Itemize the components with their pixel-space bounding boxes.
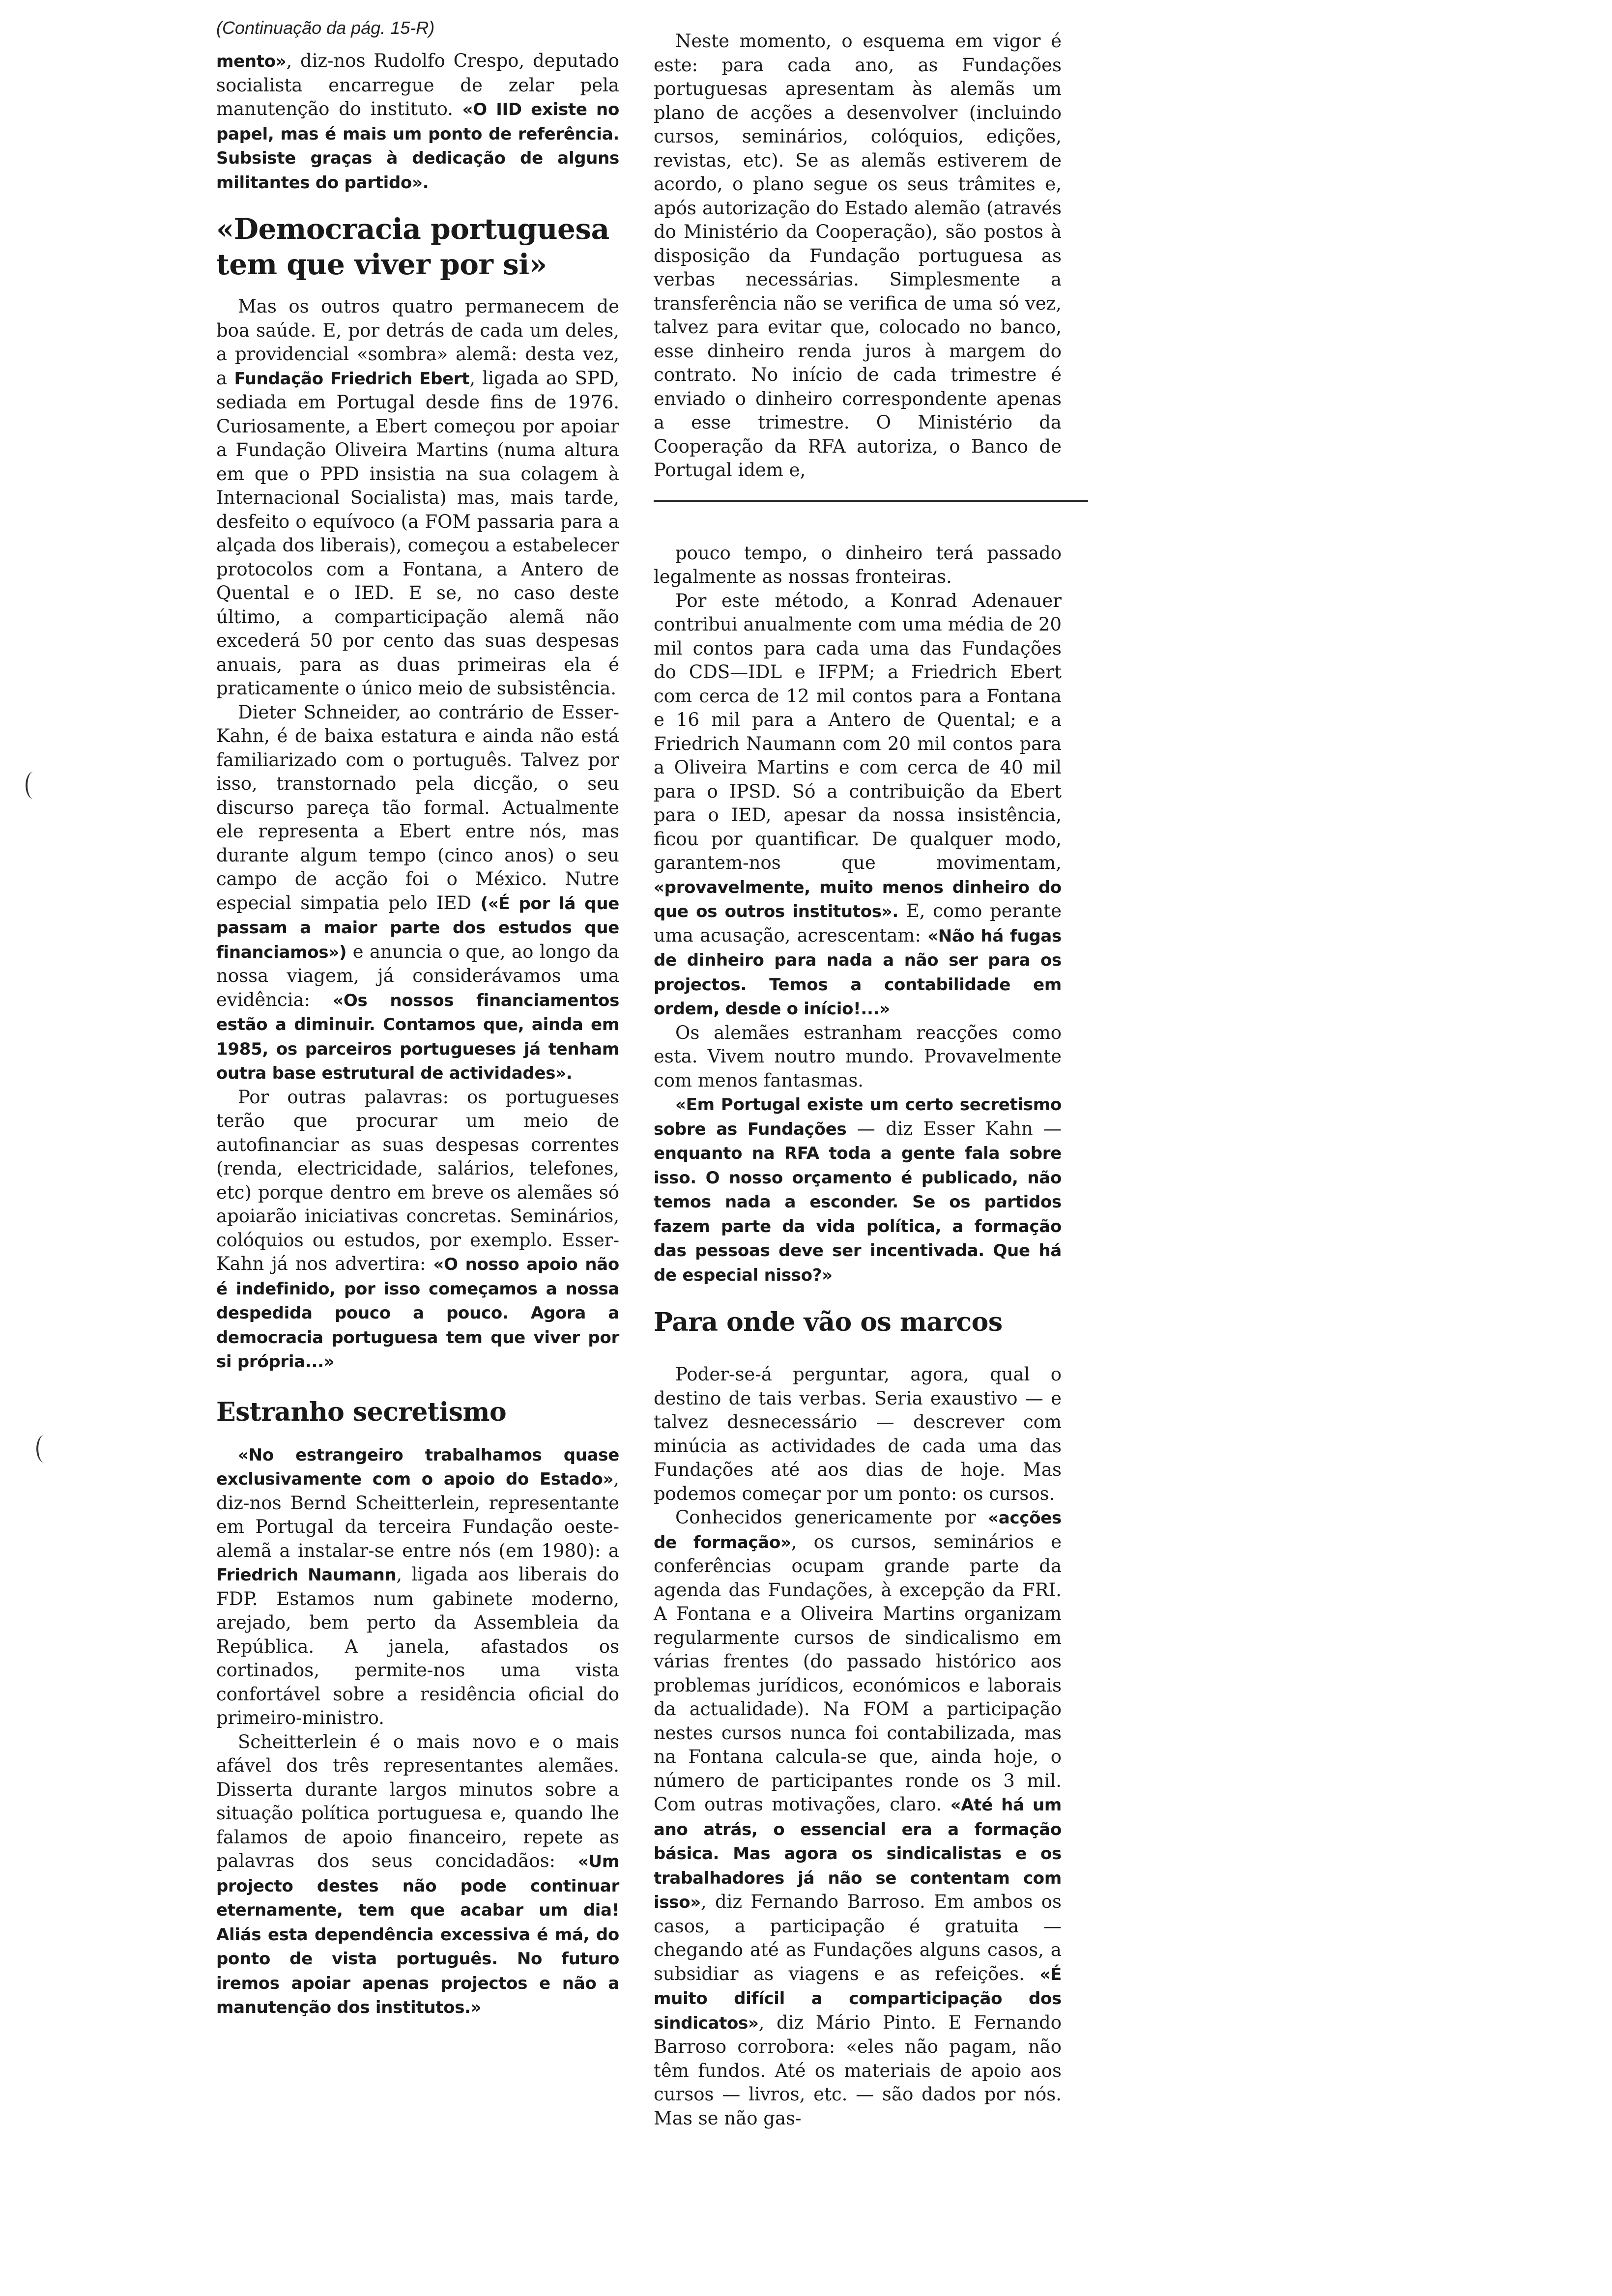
column-break — [654, 483, 1062, 542]
continuation-note: (Continuação da pág. 15-R) — [216, 18, 435, 38]
section-heading-democracia: «Democracia portuguesa tem que viver por si» — [216, 212, 609, 281]
paragraph: Poder-se-á perguntar, agora, qual o destino de tais verbas. Seria exaustivo — e talvez desnecessário — descrever com minúcia as actividades de cada uma das Fundações até aos dias de hoje. Mas podemos começar por um ponto: os cursos. — [654, 1364, 1062, 1504]
paragraph: Scheitterlein é o mais novo e o mais afável dos três representantes alemães. Disserta durante largos minutos sobre a situação política portuguesa e, quando lhe falamos de apoio financeiro, repete as palavras dos seus concidadãos: «Um projecto destes não pode continuar eternamente, tem que acabar um dia! Aliás esta dependência excessiva é má, do ponto de vista português. No futuro iremos apoiar apenas projectos e não a manutenção dos institutos.» — [216, 1731, 619, 2017]
paragraph: Os alemães estranham reacções como esta. Vivem noutro mundo. Provavelmente com menos fantasmas. — [654, 1022, 1062, 1091]
paragraph: «Em Portugal existe um certo secretismo sobre as Fundações — diz Esser Kahn — enquanto na RFA toda a gente fala sobre isso. O nosso orçamento é publicado, não temos nada a esconder. Se os partidos fazem parte da vida política, a formação das pessoas deve ser incentivada. Que há de especial nisso?» — [654, 1095, 1062, 1285]
section-heading-marcos: Para onde vão os marcos — [654, 1307, 1003, 1337]
paragraph: pouco tempo, o dinheiro terá passado legalmente as nossas fronteiras. — [654, 542, 1062, 587]
paragraph: Conhecidos genericamente por «acções de formação», os cursos, seminários e conferências ocupam grande parte da agenda das Fundações, à excepção da FRI. A Fontana e a Oliveira Martins organizam regularmente cursos de sindicalismo em várias frentes (do passado histórico aos problemas jurídicos, económicos e laborais da actualidade). Na FOM a participação nestes cursos nunca foi contabilizada, mas na Fontana calcula-se que, ainda hoje, o número de participantes ronde os 3 mil. Com outras motivações, claro. «Até há um ano atrás, o essencial era a formação básica. Mas agora os sindicalistas e os trabalhadores já não se contentam com isso», diz Fernando Barroso. Em ambos os casos, a participação é gratuita — chegando até as Fundações alguns casos, a subsidiar as viagens e as refeições. «É muito difícil a comparticipação dos sindicatos», diz Mário Pinto. E Fernando Barroso corrobora: «eles não pagam, não têm fundos. Até os materiais de apoio aos cursos — livros, etc. — são dados por nós. Mas se não gas- — [654, 1507, 1062, 2129]
paragraph: Por este método, a Konrad Adenauer contribui anualmente com uma média de 20 mil contos para cada uma das Fundações do CDS—IDL e IFPM; a Friedrich Ebert com cerca de 12 mil contos para a Fontana e 16 mil para a Antero de Quental; e a Friedrich Naumann com 20 mil contos para a Oliveira Martins e com cerca de 40 mil para o IPSD. Só a contribuição da Ebert para o IED, apesar da nossa insistência, ficou por quantificar. De qualquer modo, garantem-nos que movimentam, «provavelmente, muito menos dinheiro do que os outros institutos». E, como perante uma acusação, acrescentam: «Não há fugas de dinheiro para nada a não ser para os projectos. Temos a contabilidade em ordem, desde o início!...» — [654, 590, 1062, 1019]
section-heading-secretismo: Estranho secretismo — [216, 1397, 507, 1427]
column-divider-rule — [654, 500, 1088, 502]
paragraph: «No estrangeiro trabalhamos quase exclusivamente com o apoio do Estado», diz-nos Bernd Scheitterlein, representante em Portugal da terceira Fundação oeste-alemã a instalar-se entre nós (em 1980): a Friedrich Naumann, ligada aos liberais do FDP. Estamos num gabinete moderno, arejado, bem perto da Assembleia da República. A janela, afastados os cortinados, permite-nos uma vista confortável sobre a residência oficial do primeiro-ministro. — [216, 1445, 619, 1728]
paragraph: Mas os outros quatro permanecem de boa saúde. E, por detrás de cada um deles, a providencial «sombra» alemã: desta vez, a Fundação Friedrich Ebert, ligada ao SPD, sediada em Portugal desde fins de 1976. Curiosamente, a Ebert começou por apoiar a Fundação Oliveira Martins (numa altura em que o PPD insistia na sua colagem à Internacional Socialista) mas, mais tarde, desfeito o equívoco (a FOM passaria para a alçada dos liberais), começou a estabelecer protocolos com a Fontana, a Antero de Quental e o IED. E se, no caso deste último, a comparticipação alemã não excederá 50 por cento das suas despesas anuais, para as duas primeiras ela é praticamente o único meio de subsistência. — [216, 296, 620, 699]
article-column-right — [654, 29, 1062, 2130]
article-column-left — [216, 49, 619, 2020]
paragraph: Por outras palavras: os portugueses terão que procurar um meio de autofinanciar as suas despesas correntes (renda, electricidade, salários, telefones, etc) porque dentro em breve os alemães só apoiarão iniciativas concretas. Seminários, colóquios ou estudos, por exemplo. Esser-Kahn já nos advertira: «O nosso apoio não é indefinido, por isso começamos a nossa despedida pouco a pouco. Agora a democracia portuguesa tem que viver por si própria...» — [216, 1086, 619, 1372]
paragraph: Neste momento, o esquema em vigor é este: para cada ano, as Fundações portuguesas apresentam às alemãs um plano de acções a desenvolver (incluindo cursos, seminários, colóquios, edições, revistas, etc). Se as alemãs estiverem de acordo, o plano segue os seus trâmites e, após autorização do Estado alemão (através do Ministério da Cooperação), são postos à disposição da Fundação portuguesa as verbas necessárias. Simplesmente a transferência não se verifica de uma só vez, talvez para evitar que, colocado no banco, esse dinheiro renda juros à margem do contrato. No início de cada trimestre é enviado o dinheiro correspondente apenas a esse trimestre. O Ministério da Cooperação da RFA autoriza, o Banco de Portugal idem e, — [654, 30, 1062, 481]
paragraph: Dieter Schneider, ao contrário de Esser-Kahn, é de baixa estatura e ainda não está familiarizado com o português. Talvez por isso, transtornado pela dicção, o seu discurso pareça tão formal. Actualmente ele representa a Ebert entre nós, mas durante algum tempo (cinco anos) o seu campo de acção foi o México. Nutre especial simpatia pelo IED («É por lá que passam a maior parte dos estudos que financiamos») e anuncia o que, ao longo da nossa viagem, já considerávamos uma evidência: «Os nossos financiamentos estão a diminuir. Contamos que, ainda em 1985, os parceiros portugueses já tenham outra base estrutural de actividades». — [216, 701, 619, 1083]
margin-mark — [36, 1435, 52, 1463]
margin-mark — [26, 772, 41, 799]
paragraph: mento», diz-nos Rudolfo Crespo, deputado socialista encarregue de zelar pela manutenção do instituto. «O IID existe no papel, mas é mais um ponto de referência. Subsiste graças à dedicação de alguns militantes do partido». — [216, 50, 620, 193]
